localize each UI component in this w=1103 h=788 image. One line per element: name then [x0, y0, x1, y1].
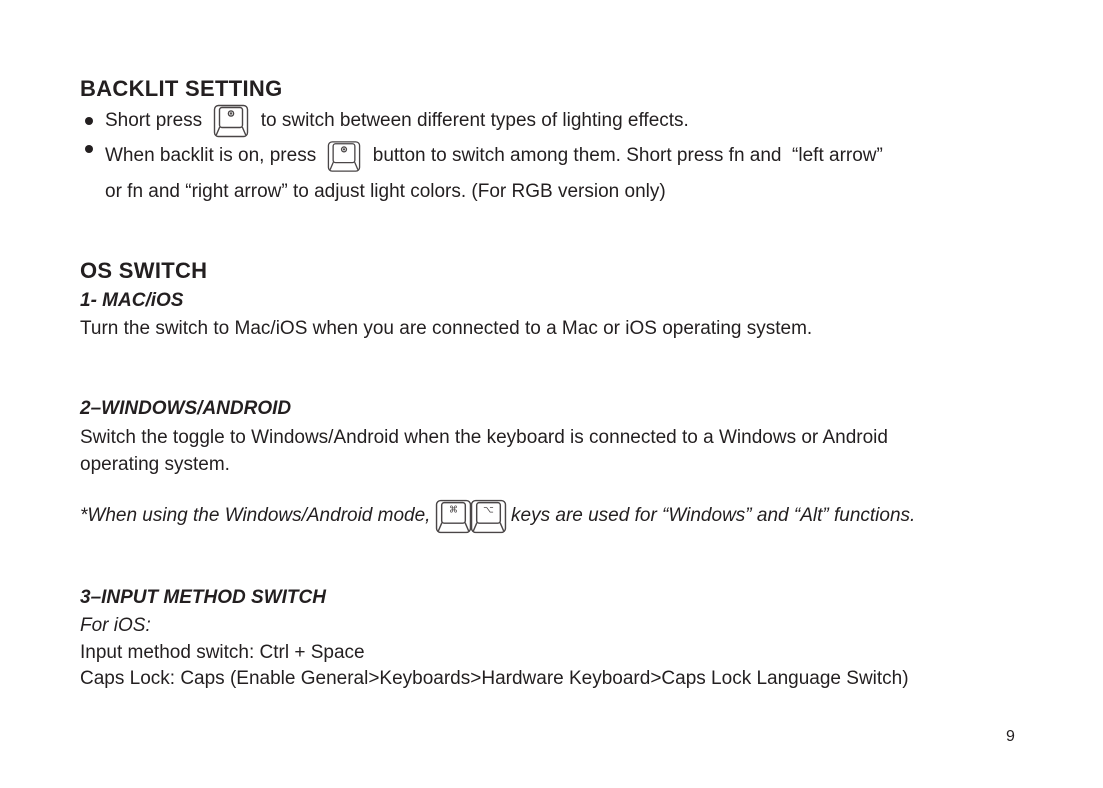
- mac-ios-subheading: 1- MAC/iOS: [80, 290, 184, 311]
- windows-mode-note: [80, 497, 915, 535]
- input-method-line-2: Caps Lock: Caps (Enable General>Keyboards>Hardware Keyboard>Caps Lock Language Switch): [80, 668, 909, 689]
- option-key-icon: [470, 499, 507, 534]
- bullet-2-text-pre: When backlit is on, press: [105, 145, 322, 166]
- page-number: 9: [1006, 728, 1015, 745]
- mac-ios-body: Turn the switch to Mac/iOS when you are connected to a Mac or iOS operating system.: [80, 318, 813, 339]
- command-glyph: ⌘: [448, 503, 458, 515]
- backlight-key-icon: [213, 104, 249, 138]
- modifier-keys-icons: [436, 499, 506, 534]
- input-method-line-1: Input method switch: Ctrl + Space: [80, 642, 365, 663]
- backlit-setting-heading: BACKLIT SETTING: [80, 76, 283, 101]
- bullet-1-text-pre: Short press: [105, 110, 208, 131]
- windows-android-subheading: 2–WINDOWS/ANDROID: [80, 398, 292, 419]
- bullet-1-text-post: to switch between different types of lighting effects.: [255, 110, 689, 131]
- windows-android-body-line-1: Switch the toggle to Windows/Android when the keyboard is connected to a Windows or Android: [80, 427, 888, 448]
- command-key-icon: [435, 499, 472, 534]
- input-method-intro: For iOS:: [80, 615, 151, 636]
- backlit-bullet-1: [80, 104, 689, 138]
- bullet-dot: [85, 145, 93, 153]
- os-switch-heading: OS SWITCH: [80, 258, 208, 283]
- bullet-2-line-2: or fn and “right arrow” to adjust light colors. (For RGB version only): [105, 181, 666, 202]
- backlight-key-icon: [327, 140, 361, 173]
- bullet-dot: [85, 117, 93, 125]
- backlit-bullet-2: [80, 139, 883, 173]
- note-text-post: keys are used for “Windows” and “Alt” functions.: [505, 505, 916, 526]
- bullet-2-text-post: button to switch among them. Short press fn and “left arrow”: [367, 145, 883, 166]
- option-glyph: ⌥: [482, 503, 494, 515]
- note-text-pre: *When using the Windows/Android mode,: [80, 505, 436, 526]
- windows-android-body-line-2: operating system.: [80, 454, 230, 475]
- input-method-subheading: 3–INPUT METHOD SWITCH: [80, 587, 326, 608]
